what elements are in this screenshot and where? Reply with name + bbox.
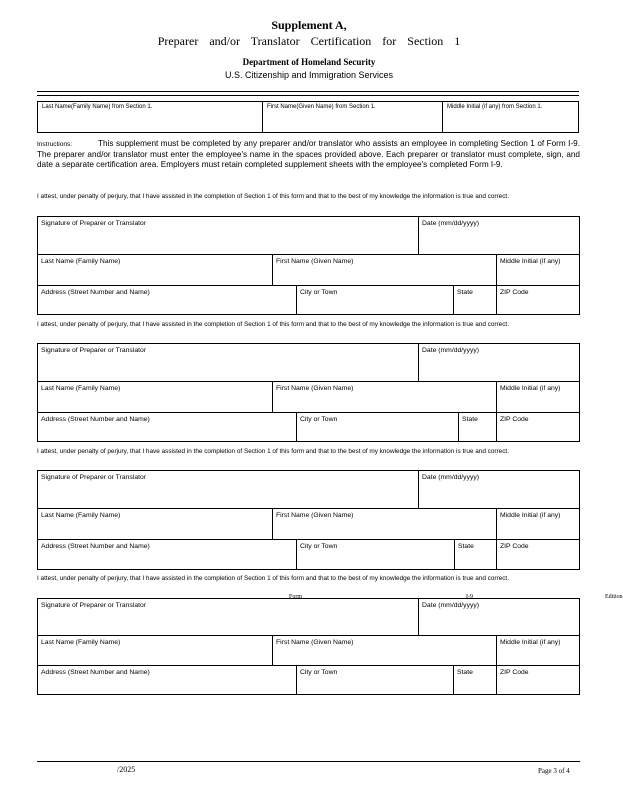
- address-label: Address (Street Number and Name): [41, 289, 150, 296]
- certification-block-1: [37, 216, 580, 315]
- date-label: Date (mm/dd/yyyy): [422, 474, 480, 481]
- signature-row: [38, 599, 579, 636]
- address-field[interactable]: [38, 540, 297, 569]
- attestation-1: I attest, under penalty of perjury, that I have assisted in the completion of Section 1 of this form and that to the best of my knowledge the information is true and correct.: [37, 193, 509, 200]
- header-divider-2: [37, 95, 579, 96]
- state-label: State: [457, 669, 473, 676]
- signature-field[interactable]: [38, 471, 419, 508]
- signature-field[interactable]: [38, 344, 419, 381]
- last-name-field[interactable]: [38, 509, 273, 539]
- signature-row: [38, 217, 579, 255]
- first-name-label: First Name (Given Name): [276, 639, 354, 646]
- stray-edition: Edition: [605, 594, 623, 600]
- zip-field[interactable]: [497, 413, 579, 441]
- address-field[interactable]: [38, 666, 297, 694]
- middle-initial-field[interactable]: [497, 636, 579, 665]
- first-name-field[interactable]: [273, 636, 497, 665]
- zip-field[interactable]: [497, 666, 579, 694]
- city-label: City or Town: [300, 669, 338, 676]
- attestation-4: I attest, under penalty of perjury, that I have assisted in the completion of Section 1 of this form and that to the best of my knowledge the information is true and correct.: [37, 575, 509, 582]
- address-row: [38, 413, 579, 441]
- signature-label: Signature of Preparer or Translator: [41, 347, 147, 354]
- employee-name-box: [37, 101, 579, 133]
- first-name-field[interactable]: [273, 509, 497, 539]
- date-label: Date (mm/dd/yyyy): [422, 602, 480, 609]
- date-label: Date (mm/dd/yyyy): [422, 220, 480, 227]
- department-name: Department of Homeland Security: [242, 57, 376, 67]
- date-field[interactable]: [419, 217, 579, 254]
- state-field[interactable]: [454, 286, 497, 314]
- address-row: [38, 666, 579, 694]
- last-name-label: Last Name (Family Name): [41, 639, 121, 646]
- address-label: Address (Street Number and Name): [41, 543, 150, 550]
- date-field[interactable]: [419, 471, 579, 508]
- attestation-3: I attest, under penalty of perjury, that I have assisted in the completion of Section 1 of this form and that to the best of my knowledge the information is true and correct.: [37, 448, 509, 455]
- city-label: City or Town: [300, 416, 338, 423]
- instructions-label: Instructions:: [37, 141, 73, 148]
- address-field[interactable]: [38, 413, 297, 441]
- name-row: [38, 382, 579, 413]
- employee-last-name-label: Last Name(Family Name) from Section 1.: [42, 104, 153, 110]
- state-field[interactable]: [455, 540, 497, 569]
- footer-page-number: Page 3 of 4: [538, 767, 570, 775]
- address-label: Address (Street Number and Name): [41, 416, 150, 423]
- employee-middle-initial-label: Middle Initial (if any) from Section 1.: [447, 104, 543, 110]
- signature-label: Signature of Preparer or Translator: [41, 602, 147, 609]
- middle-initial-label: Middle Initial (if any): [500, 385, 561, 392]
- footer-edition-date: /2025: [117, 765, 136, 774]
- first-name-field[interactable]: [273, 255, 497, 285]
- footer-divider: [37, 761, 580, 762]
- last-name-label: Last Name (Family Name): [41, 385, 121, 392]
- agency-name: U.S. Citizenship and Immigration Services: [224, 70, 394, 80]
- first-name-label: First Name (Given Name): [276, 512, 354, 519]
- last-name-field[interactable]: [38, 636, 273, 665]
- first-name-field[interactable]: [273, 382, 497, 412]
- signature-field[interactable]: [38, 217, 419, 254]
- name-row: [38, 636, 579, 666]
- state-label: State: [458, 543, 474, 550]
- middle-initial-label: Middle Initial (if any): [500, 639, 561, 646]
- middle-initial-label: Middle Initial (if any): [500, 258, 561, 265]
- signature-field[interactable]: [38, 599, 419, 635]
- header-divider: [37, 91, 579, 92]
- state-field[interactable]: [454, 666, 497, 694]
- employee-middle-initial-field[interactable]: [443, 102, 578, 132]
- zip-field[interactable]: [497, 540, 579, 569]
- last-name-field[interactable]: [38, 255, 273, 285]
- middle-initial-field[interactable]: [497, 382, 579, 412]
- signature-label: Signature of Preparer or Translator: [41, 474, 147, 481]
- last-name-label: Last Name (Family Name): [41, 258, 121, 265]
- last-name-label: Last Name (Family Name): [41, 512, 121, 519]
- name-row: [38, 255, 579, 286]
- zip-field[interactable]: [497, 286, 579, 314]
- employee-last-name-field[interactable]: [38, 102, 263, 132]
- certification-block-3: [37, 470, 580, 570]
- certification-block-4: [37, 598, 580, 695]
- middle-initial-field[interactable]: [497, 255, 579, 285]
- zip-label: ZIP Code: [500, 416, 529, 423]
- stray-form-label: Form: [289, 594, 303, 600]
- attestation-2: I attest, under penalty of perjury, that I have assisted in the completion of Section 1 of this form and that to the best of my knowledge the information is true and correct.: [37, 321, 509, 328]
- middle-initial-field[interactable]: [497, 509, 579, 539]
- date-field[interactable]: [419, 344, 579, 381]
- stray-form-number: I-9: [466, 594, 473, 600]
- city-field[interactable]: [297, 540, 455, 569]
- first-name-label: First Name (Given Name): [276, 258, 354, 265]
- city-field[interactable]: [297, 666, 454, 694]
- name-row: [38, 509, 579, 540]
- last-name-field[interactable]: [38, 382, 273, 412]
- date-label: Date (mm/dd/yyyy): [422, 347, 480, 354]
- state-label: State: [462, 416, 478, 423]
- address-label: Address (Street Number and Name): [41, 669, 150, 676]
- state-label: State: [457, 289, 473, 296]
- signature-row: [38, 344, 579, 382]
- instructions-text: This supplement must be completed by any preparer and/or translator who assists an employee in completing Section 1 of Form I-9. The preparer and/or translator must enter the employee's name in the spaces provided above. Each preparer or translator must complete, sign, and date a separate certification area. Employers must retain completed supplement sheets with the employee's completed Form I-9.: [37, 139, 580, 170]
- address-row: [38, 540, 579, 569]
- signature-label: Signature of Preparer or Translator: [41, 220, 147, 227]
- address-field[interactable]: [38, 286, 297, 314]
- employee-first-name-label: First Name(Given Name) from Section 1.: [267, 104, 376, 110]
- signature-row: [38, 471, 579, 509]
- address-row: [38, 286, 579, 314]
- city-field[interactable]: [297, 413, 459, 441]
- employee-first-name-field[interactable]: [263, 102, 443, 132]
- zip-label: ZIP Code: [500, 669, 529, 676]
- first-name-label: First Name (Given Name): [276, 385, 354, 392]
- form-title: Supplement A,: [271, 18, 347, 32]
- date-field[interactable]: [419, 599, 579, 635]
- zip-label: ZIP Code: [500, 289, 529, 296]
- zip-label: ZIP Code: [500, 543, 529, 550]
- certification-block-2: [37, 343, 580, 442]
- city-label: City or Town: [300, 289, 338, 296]
- middle-initial-label: Middle Initial (if any): [500, 512, 561, 519]
- city-label: City or Town: [300, 543, 338, 550]
- form-subtitle: Preparer and/or Translator Certification for Section 1: [157, 34, 461, 48]
- instructions: [37, 139, 580, 171]
- city-field[interactable]: [297, 286, 454, 314]
- state-field[interactable]: [459, 413, 497, 441]
